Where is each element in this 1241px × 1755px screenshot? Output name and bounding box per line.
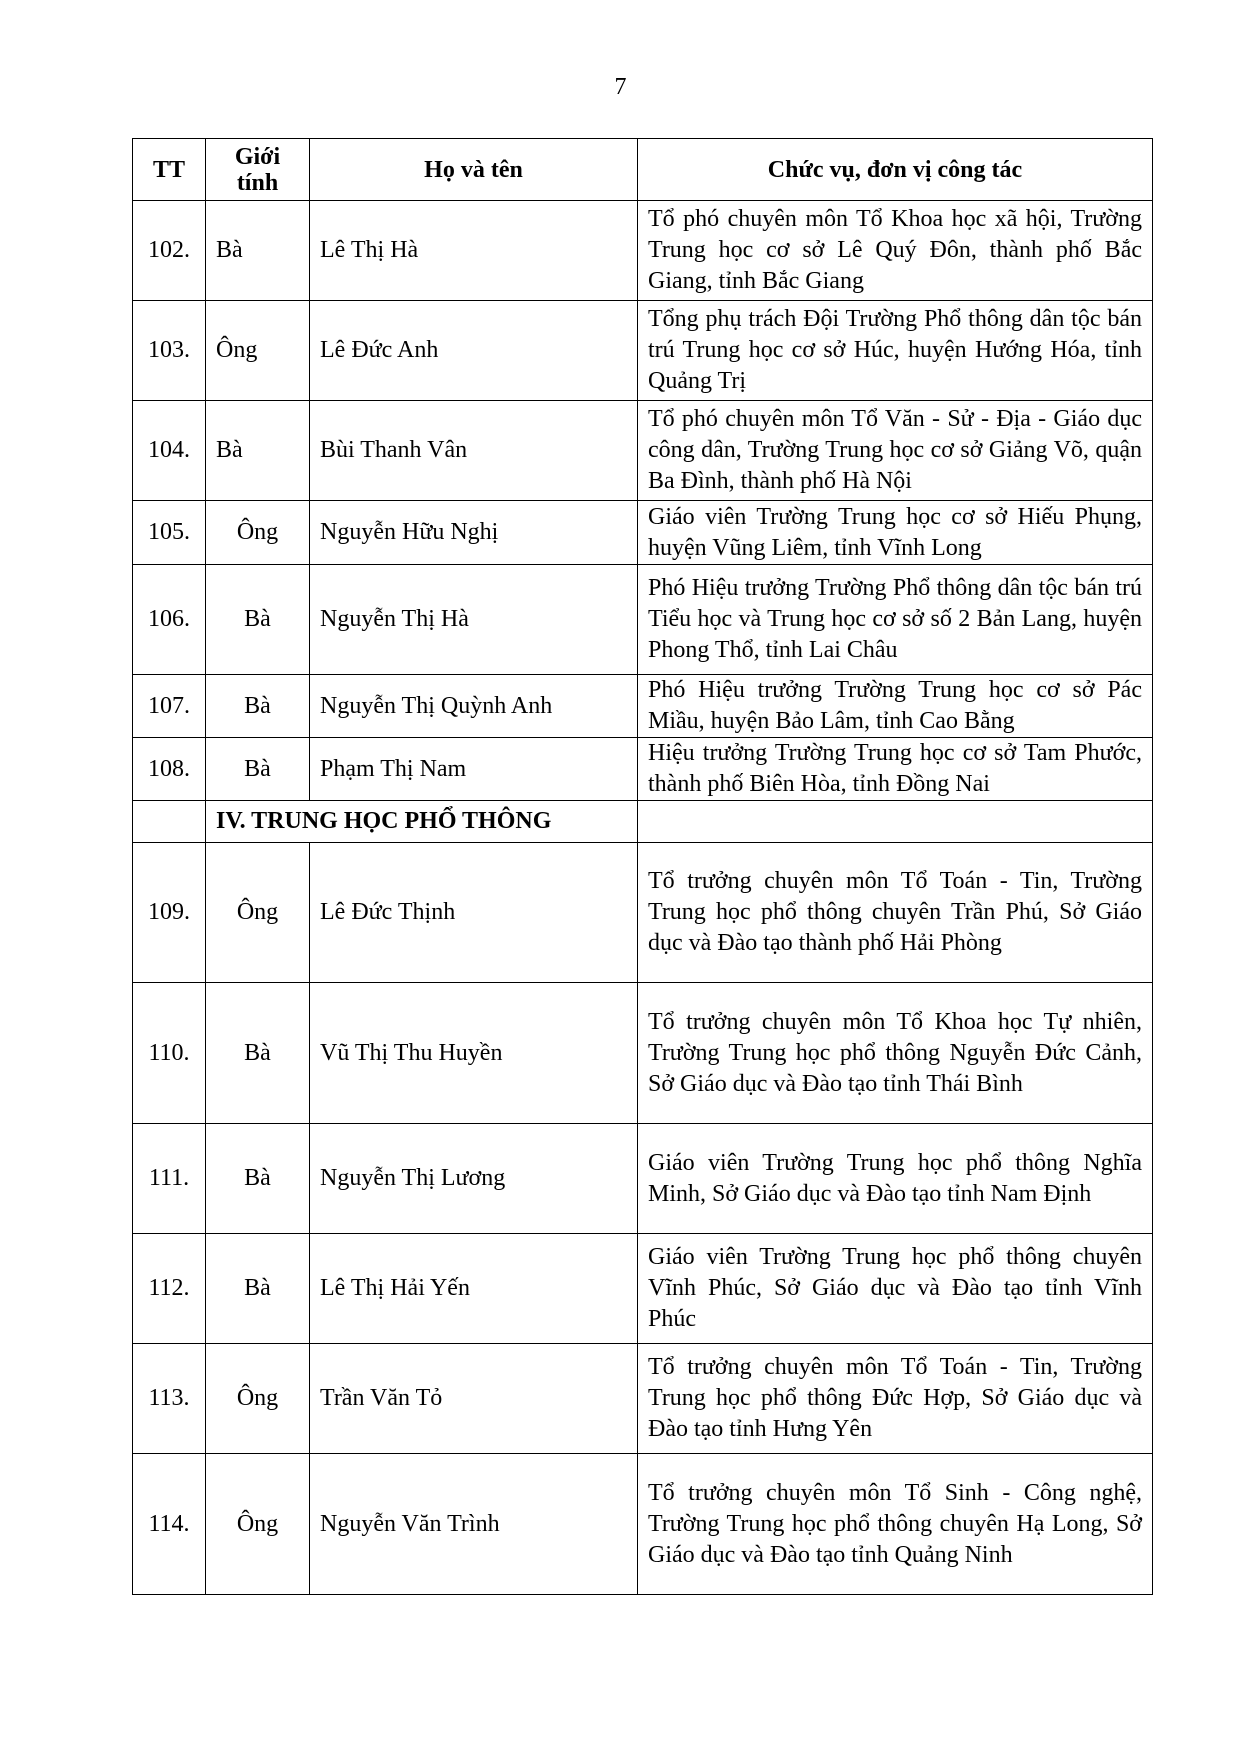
row-tt: 102. (133, 201, 206, 301)
row-tt: 110. (133, 983, 206, 1124)
row-name: Nguyễn Thị Quỳnh Anh (310, 675, 638, 738)
row-name: Vũ Thị Thu Huyền (310, 983, 638, 1124)
row-tt: 103. (133, 301, 206, 401)
table-row (133, 1124, 1153, 1234)
row-position: Giáo viên Trường Trung học phổ thông Nghĩa Minh, Sở Giáo dục và Đào tạo tỉnh Nam Định (638, 1124, 1153, 1234)
table-row (133, 201, 1153, 301)
header-tt: TT (133, 139, 206, 201)
row-position: Phó Hiệu trưởng Trường Phổ thông dân tộc bán trú Tiểu học và Trung học cơ sở số 2 Bản Lang, huyện Phong Thổ, tỉnh Lai Châu (638, 565, 1153, 675)
table-row (133, 301, 1153, 401)
row-tt: 104. (133, 401, 206, 501)
row-tt: 111. (133, 1124, 206, 1234)
row-name: Nguyễn Thị Hà (310, 565, 638, 675)
row-gender: Bà (206, 675, 310, 738)
row-name: Lê Thị Hải Yến (310, 1234, 638, 1344)
row-gender: Ông (206, 1454, 310, 1595)
table-row (133, 401, 1153, 501)
row-gender: Ông (206, 843, 310, 983)
table-row (133, 675, 1153, 738)
table-row (133, 565, 1153, 675)
row-name: Phạm Thị Nam (310, 738, 638, 801)
table-row (133, 983, 1153, 1124)
row-tt: 113. (133, 1344, 206, 1454)
row-gender: Bà (206, 401, 310, 501)
section-row (133, 801, 1153, 843)
section-position-blank (638, 801, 1153, 843)
row-gender: Bà (206, 983, 310, 1124)
row-position: Giáo viên Trường Trung học cơ sở Hiếu Phụng, huyện Vũng Liêm, tỉnh Vĩnh Long (638, 501, 1153, 565)
row-tt: 107. (133, 675, 206, 738)
row-tt: 108. (133, 738, 206, 801)
table-row (133, 738, 1153, 801)
row-tt: 106. (133, 565, 206, 675)
row-name: Trần Văn Tỏ (310, 1344, 638, 1454)
row-tt: 114. (133, 1454, 206, 1595)
row-tt: 112. (133, 1234, 206, 1344)
row-position: Hiệu trưởng Trường Trung học cơ sở Tam Phước, thành phố Biên Hòa, tỉnh Đồng Nai (638, 738, 1153, 801)
section-title: IV. TRUNG HỌC PHỔ THÔNG (206, 801, 638, 843)
row-name: Lê Đức Anh (310, 301, 638, 401)
section-tt-blank (133, 801, 206, 843)
row-position: Tổng phụ trách Đội Trường Phổ thông dân tộc bán trú Trung học cơ sở Húc, huyện Hướng Hóa, tỉnh Quảng Trị (638, 301, 1153, 401)
table-row (133, 1344, 1153, 1454)
row-tt: 109. (133, 843, 206, 983)
row-gender: Bà (206, 565, 310, 675)
table-row (133, 1454, 1153, 1595)
row-tt: 105. (133, 501, 206, 565)
row-name: Lê Đức Thịnh (310, 843, 638, 983)
row-gender: Ông (206, 301, 310, 401)
table-row (133, 501, 1153, 565)
row-name: Nguyễn Văn Trình (310, 1454, 638, 1595)
row-gender: Bà (206, 1124, 310, 1234)
row-name: Lê Thị Hà (310, 201, 638, 301)
table-header-row (133, 139, 1153, 201)
row-position: Tổ phó chuyên môn Tổ Văn - Sử - Địa - Giáo dục công dân, Trường Trung học cơ sở Giảng Võ, quận Ba Đình, thành phố Hà Nội (638, 401, 1153, 501)
row-position: Phó Hiệu trưởng Trường Trung học cơ sở Pác Miầu, huyện Bảo Lâm, tỉnh Cao Bằng (638, 675, 1153, 738)
personnel-table (132, 138, 1153, 1595)
table-row (133, 843, 1153, 983)
row-position: Tổ trưởng chuyên môn Tổ Sinh - Công nghệ, Trường Trung học phổ thông chuyên Hạ Long, Sở Giáo dục và Đào tạo tỉnh Quảng Ninh (638, 1454, 1153, 1595)
row-name: Bùi Thanh Vân (310, 401, 638, 501)
row-gender: Bà (206, 1234, 310, 1344)
row-position: Tổ trưởng chuyên môn Tổ Toán - Tin, Trường Trung học phổ thông Đức Hợp, Sở Giáo dục và Đào tạo tỉnh Hưng Yên (638, 1344, 1153, 1454)
row-name: Nguyễn Hữu Nghị (310, 501, 638, 565)
header-gender: Giới tính (206, 139, 310, 201)
row-gender: Bà (206, 738, 310, 801)
row-gender: Ông (206, 1344, 310, 1454)
header-position: Chức vụ, đơn vị công tác (638, 139, 1153, 201)
row-position: Tổ trưởng chuyên môn Tổ Toán - Tin, Trường Trung học phổ thông chuyên Trần Phú, Sở Giáo dục và Đào tạo thành phố Hải Phòng (638, 843, 1153, 983)
row-position: Tổ trưởng chuyên môn Tổ Khoa học Tự nhiên, Trường Trung học phổ thông Nguyễn Đức Cảnh, Sở Giáo dục và Đào tạo tỉnh Thái Bình (638, 983, 1153, 1124)
row-name: Nguyễn Thị Lương (310, 1124, 638, 1234)
row-position: Tổ phó chuyên môn Tổ Khoa học xã hội, Trường Trung học cơ sở Lê Quý Đôn, thành phố Bắc Giang, tỉnh Bắc Giang (638, 201, 1153, 301)
row-gender: Bà (206, 201, 310, 301)
table-row (133, 1234, 1153, 1344)
header-name: Họ và tên (310, 139, 638, 201)
row-gender: Ông (206, 501, 310, 565)
row-position: Giáo viên Trường Trung học phổ thông chuyên Vĩnh Phúc, Sở Giáo dục và Đào tạo tỉnh Vĩnh Phúc (638, 1234, 1153, 1344)
page-number: 7 (614, 74, 627, 100)
